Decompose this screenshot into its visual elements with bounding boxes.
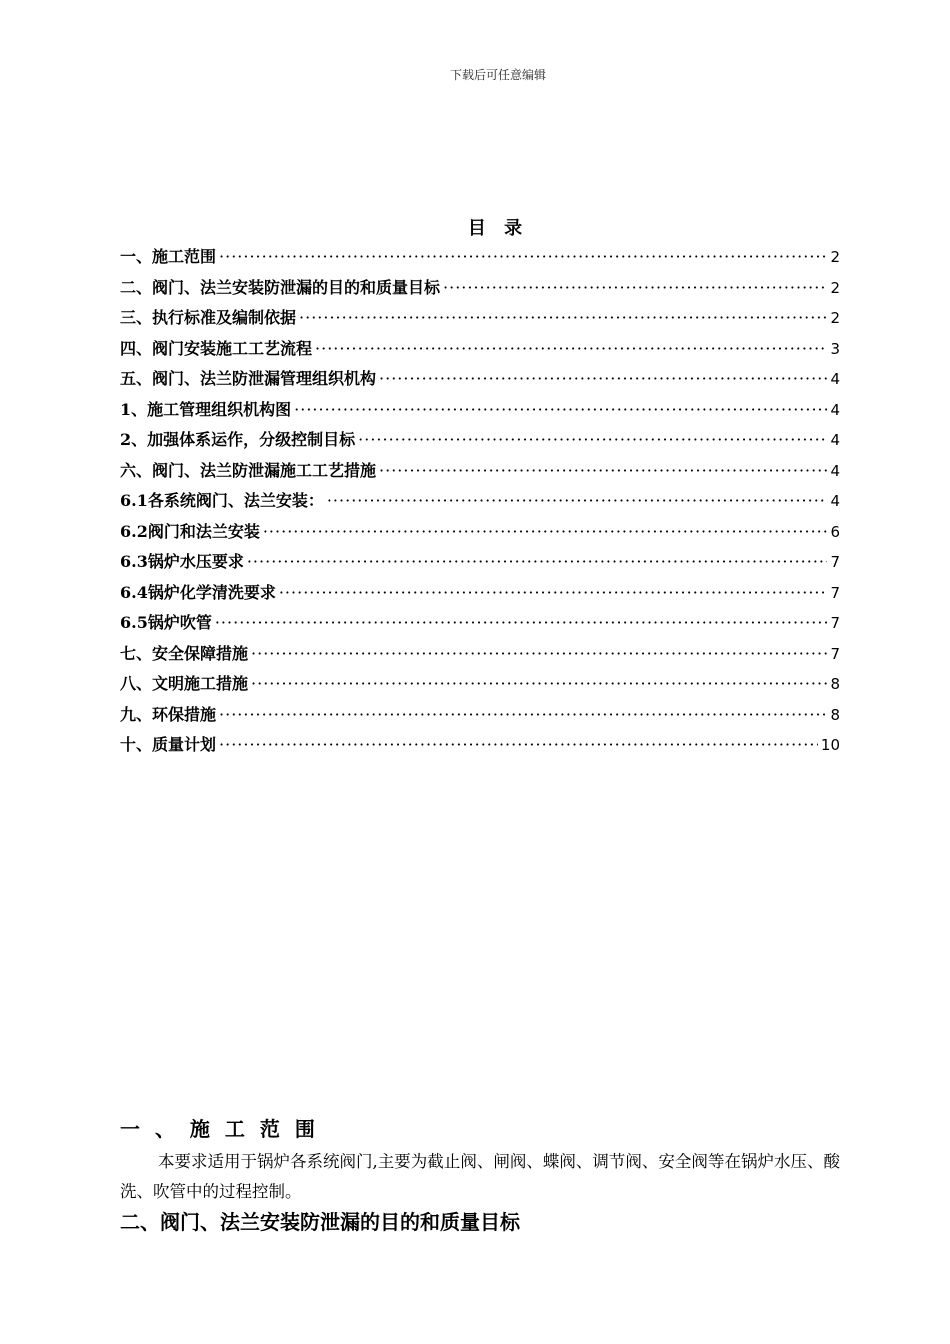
toc-entry-label: 五、阀门、法兰防泄漏管理组织机构 xyxy=(120,369,377,388)
toc-leader-dots xyxy=(327,491,828,510)
toc-entry-page: 3 xyxy=(830,339,840,358)
toc-leader-dots xyxy=(294,400,827,419)
toc-entry[interactable] xyxy=(120,244,840,275)
toc-leader-dots xyxy=(219,735,818,754)
toc-leader-dots xyxy=(315,339,827,358)
toc-entry-page: 4 xyxy=(830,431,840,449)
toc-leader-dots xyxy=(379,461,827,480)
toc-entry-page: 8 xyxy=(830,705,840,724)
toc-entry[interactable] xyxy=(120,366,840,397)
toc-entry-label: 6.5锅炉吹管 xyxy=(120,613,212,632)
toc-leader-dots xyxy=(215,613,828,632)
toc-entry[interactable] xyxy=(120,610,840,641)
toc-leader-dots xyxy=(251,674,827,693)
toc-entry-label: 九、环保措施 xyxy=(120,704,217,724)
toc-entry-page: 7 xyxy=(830,644,840,663)
toc-leader-dots xyxy=(358,430,827,449)
toc-entry[interactable] xyxy=(120,580,840,611)
toc-leader-dots xyxy=(219,705,827,724)
table-of-contents xyxy=(120,244,840,763)
toc-entry-page: 10 xyxy=(820,736,840,754)
toc-entry[interactable] xyxy=(120,305,840,336)
toc-entry[interactable] xyxy=(120,336,840,367)
toc-entry[interactable] xyxy=(120,671,840,702)
toc-entry-page: 7 xyxy=(830,614,840,632)
toc-entry-label: 6.2阀门和法兰安装 xyxy=(120,521,260,541)
toc-leader-dots xyxy=(219,247,827,266)
toc-entry-label: 二、阀门、法兰安装防泄漏的目的和质量目标 xyxy=(120,277,441,297)
toc-entry-page: 8 xyxy=(830,675,840,693)
toc-entry-label: 四、阀门安装施工工艺流程 xyxy=(120,338,313,358)
toc-entry-page: 6 xyxy=(830,522,840,541)
toc-entry-label: 七、安全保障措施 xyxy=(120,643,249,663)
toc-entry-label: 2、加强体系运作，分级控制目标 xyxy=(120,430,356,449)
toc-entry-label: 八、文明施工措施 xyxy=(120,674,249,693)
toc-leader-dots xyxy=(279,583,828,602)
toc-entry[interactable] xyxy=(120,488,840,519)
toc-leader-dots xyxy=(299,308,827,327)
toc-entry-label: 十、质量计划 xyxy=(120,735,217,754)
toc-entry[interactable] xyxy=(120,732,840,763)
toc-entry-label: 6.1各系统阀门、法兰安装： xyxy=(120,491,324,510)
toc-leader-dots xyxy=(379,369,827,388)
section-heading-purpose: 二、阀门、法兰安装防泄漏的目的和质量目标 xyxy=(120,1210,520,1234)
toc-entry-label: 三、执行标准及编制依据 xyxy=(120,308,297,327)
toc-entry-page: 4 xyxy=(830,370,840,388)
toc-entry-page: 2 xyxy=(830,248,840,266)
toc-leader-dots xyxy=(247,552,828,571)
toc-title: 目 录 xyxy=(467,218,529,239)
toc-entry-label: 1、施工管理组织机构图 xyxy=(120,399,292,419)
toc-entry-page: 2 xyxy=(830,309,840,327)
toc-entry-label: 一、施工范围 xyxy=(120,247,217,266)
toc-entry-page: 7 xyxy=(830,583,840,602)
toc-entry[interactable] xyxy=(120,519,840,550)
section-heading-scope: 一 、 施 工 范 围 xyxy=(120,1117,319,1141)
header-note: 下载后可任意编辑 xyxy=(449,68,546,82)
toc-entry[interactable] xyxy=(120,549,840,580)
toc-entry[interactable] xyxy=(120,702,840,733)
toc-entry[interactable] xyxy=(120,458,840,489)
toc-entry-page: 4 xyxy=(830,461,840,480)
toc-leader-dots xyxy=(251,644,827,663)
toc-entry[interactable] xyxy=(120,427,840,458)
toc-entry-label: 六、阀门、法兰防泄漏施工工艺措施 xyxy=(120,460,377,480)
toc-entry[interactable] xyxy=(120,275,840,306)
toc-entry[interactable] xyxy=(120,397,840,428)
toc-entry-page: 2 xyxy=(830,278,840,297)
toc-entry-label: 6.4锅炉化学清洗要求 xyxy=(120,582,276,602)
section-body-scope: 本要求适用于锅炉各系统阀门,主要为截止阀、闸阀、蝶阀、调节阀、安全阀等在锅炉水压、酸洗、吹管中的过程控制。 xyxy=(120,1152,840,1201)
toc-entry-page: 4 xyxy=(830,400,840,419)
toc-leader-dots xyxy=(263,522,828,541)
toc-leader-dots xyxy=(443,278,827,297)
toc-entry-page: 4 xyxy=(830,492,840,510)
toc-entry-label: 6.3锅炉水压要求 xyxy=(120,552,244,571)
toc-entry-page: 7 xyxy=(830,553,840,571)
toc-entry[interactable] xyxy=(120,641,840,672)
